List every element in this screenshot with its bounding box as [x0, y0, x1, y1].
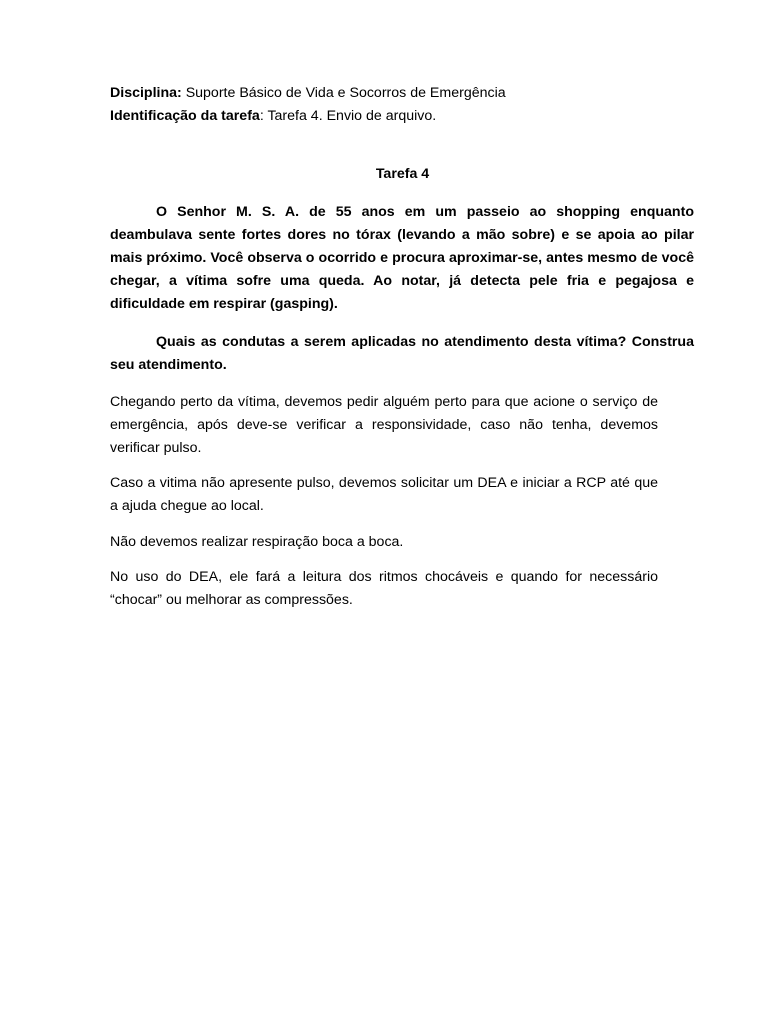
- question-text: Quais as condutas a serem aplicadas no atendimento desta vítima? Construa seu atendimento.: [110, 334, 694, 373]
- task-id-label: Identificação da tarefa: [110, 108, 260, 124]
- case-description: O Senhor M. S. A. de 55 anos em um passeio ao shopping enquanto deambulava sente fortes dores no tórax (levando a mão sobre) e se apoia ao pilar mais próximo. Você observa o ocorrido e procura aproximar-se, antes mesmo de você chegar, a vítima sofre uma queda. Ao notar, já detecta pele fria e pegajosa e dificuldade em respirar (gasping).: [110, 204, 694, 312]
- task-title: Tarefa 4: [375, 166, 430, 182]
- answer-paragraph-4: No uso do DEA, ele fará a leitura dos ritmos chocáveis e quando for necessário “chocar” ou melhorar as compressões.: [110, 569, 658, 608]
- discipline-label: Disciplina:: [110, 85, 182, 101]
- answer-paragraph-3: Não devemos realizar respiração boca a boca.: [110, 534, 404, 550]
- discipline-value: Suporte Básico de Vida e Socorros de Emergência: [181, 85, 506, 101]
- task-id-line: [110, 105, 436, 127]
- answer-paragraph-1: Chegando perto da vítima, devemos pedir alguém perto para que acione o serviço de emergência, após deve-se verificar a responsividade, caso não tenha, devemos verificar pulso.: [110, 394, 658, 456]
- task-id-value: : Tarefa 4. Envio de arquivo.: [259, 108, 437, 124]
- answer-paragraph-2: Caso a vitima não apresente pulso, devemos solicitar um DEA e iniciar a RCP até que a ajuda chegue ao local.: [110, 475, 658, 514]
- discipline-line: [110, 82, 506, 104]
